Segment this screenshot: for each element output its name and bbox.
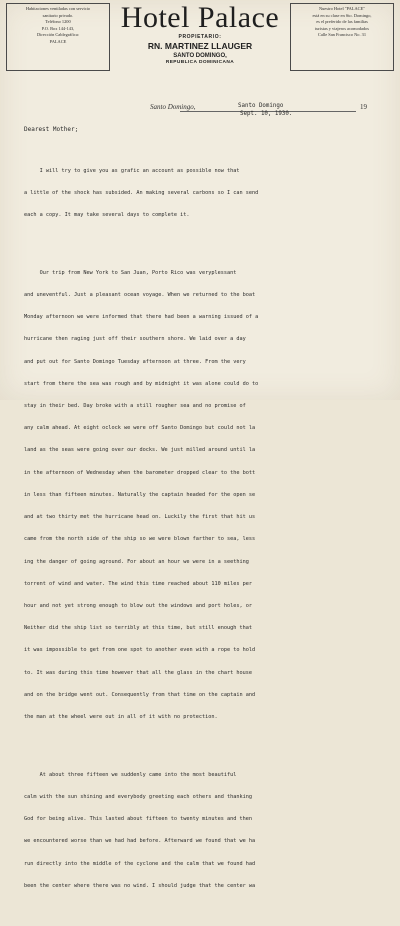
text-line: in the afternoon of Wednesday when the barometer dropped clear to the bott (24, 469, 256, 476)
letterhead-left-line: PALACE (49, 38, 67, 44)
text-line: been the center where there was no wind. I should judge that the center wa (24, 882, 256, 889)
text-line: God for being alive. This lasted about fifteen to twenty minutes and then (24, 816, 252, 823)
letterhead-left-line: Habitaciones ventiladas con servicio (25, 6, 91, 11)
text-line: each a copy. It may take several days to complete it. (24, 212, 190, 219)
letterhead-left-line: Dirección Cablegráfica: (36, 32, 80, 38)
letterhead-right-line: Nuestro Hotel "PALACE" (318, 6, 366, 11)
letterhead-right-box (290, 3, 394, 71)
text-line: any calm ahead. At eight oclock we were off Santo Domingo but could not la (24, 425, 256, 432)
text-line: At about three fifteen we suddenly came into the most beautiful (24, 771, 237, 778)
letterhead-right-line: está en su clase en Sto. Domingo, (312, 12, 372, 18)
text-line: I will try to give you as grafic an account as possible now that (24, 167, 240, 174)
text-line: and put out for Santo Domingo Tuesday afternoon at three. From the very (24, 358, 246, 365)
text-line: Monday afternoon we were informed that there had been a warning issued of a (24, 314, 259, 321)
letterhead-right-line: turistas y viajeros acomodados (314, 25, 370, 31)
printed-year: 19 (360, 103, 367, 111)
typed-city: Santo Domingo (238, 103, 284, 109)
text-line: in less than fifteen minutes. Naturally the captain headed for the open se (24, 491, 256, 498)
text-line: hurricane then raging just off their southern shore. We laid over a day (24, 336, 246, 343)
text-line: start from there the sea was rough and by midnight it was alone could do to (24, 380, 259, 387)
text-line: to. It was during this time however that all the glass in the chart house (24, 669, 252, 676)
letterhead-center (116, 2, 284, 66)
text-line: hour and not yet strong enough to blow out the windows and port holes, or (24, 602, 252, 609)
text-line: Our trip from New York to San Juan, Porto Rico was veryplessant (24, 269, 237, 276)
text-line: and uneventful. Just a pleasant ocean voyage. When we returned to the boat (24, 292, 256, 299)
paragraph (24, 757, 386, 905)
text-line: came from the north side of the ship so we were blown farther to sea, less (24, 536, 256, 543)
text-line: Neither did the ship list so terribly at this time, but still enough that (24, 625, 252, 632)
paragraph (24, 255, 386, 736)
letterhead-country: REPUBLICA DOMINICANA (165, 60, 235, 65)
text-line: torrent of wind and water. The wind this time reached about 110 miles per (24, 580, 252, 587)
proprietor-name: RN. MARTINEZ LLAUGER (147, 41, 253, 51)
letterhead-left-line: sanitario privado. (42, 12, 74, 18)
proprietor-label: PROPIETARIO: (178, 34, 222, 40)
text-line: land as the seas were going over our docks. We just milled around until la (24, 447, 256, 454)
text-line: it was impossible to get from one spot to another even with a rope to hold (24, 647, 256, 654)
printed-city: Santo Domingo, (150, 103, 196, 111)
letterhead-right-line: es el preferido de las familias (316, 19, 368, 25)
text-line: the man at the wheel were out in all of it with no protection. (24, 713, 218, 720)
text-line: ing the danger of going aground. For about an hour we were in a seething (24, 558, 249, 565)
hotel-name: Hotel Palace (120, 1, 280, 34)
text-line: and on the bridge went out. Consequently from that time on the captain and (24, 691, 256, 698)
letterhead-left-line: P.O. Box 144-143, (41, 25, 75, 31)
letterhead-right-line: Calle San Francisco No. 31 (317, 32, 367, 38)
letter-body (24, 138, 386, 926)
date-line (150, 103, 380, 117)
letterhead-left-line: Teléfono 1200 (45, 19, 71, 25)
text-line: stay in their bed. Day broke with a still rougher sea and no promise of (24, 403, 246, 410)
text-line: a little of the shock has subsided. An making several carbons so I can send (24, 189, 259, 196)
paragraph (24, 153, 386, 234)
salutation: Dearest Mother; (24, 126, 79, 133)
text-line: run directly into the middle of the cyclone and the calm that we found had (24, 860, 256, 867)
text-line: and at two thirty met the hurricane head on. Luckily the first that hit us (24, 514, 256, 521)
text-line: we encountered worse than we had had before. Afterward we found that we ha (24, 838, 256, 845)
letterhead-left-box (6, 3, 110, 71)
letterhead-city: SANTO DOMINGO, (173, 53, 227, 59)
typed-date: Sept. 10, 1930. (240, 110, 293, 117)
text-line: calm with the sun shining and everybody greeting each others and thanking (24, 793, 252, 800)
